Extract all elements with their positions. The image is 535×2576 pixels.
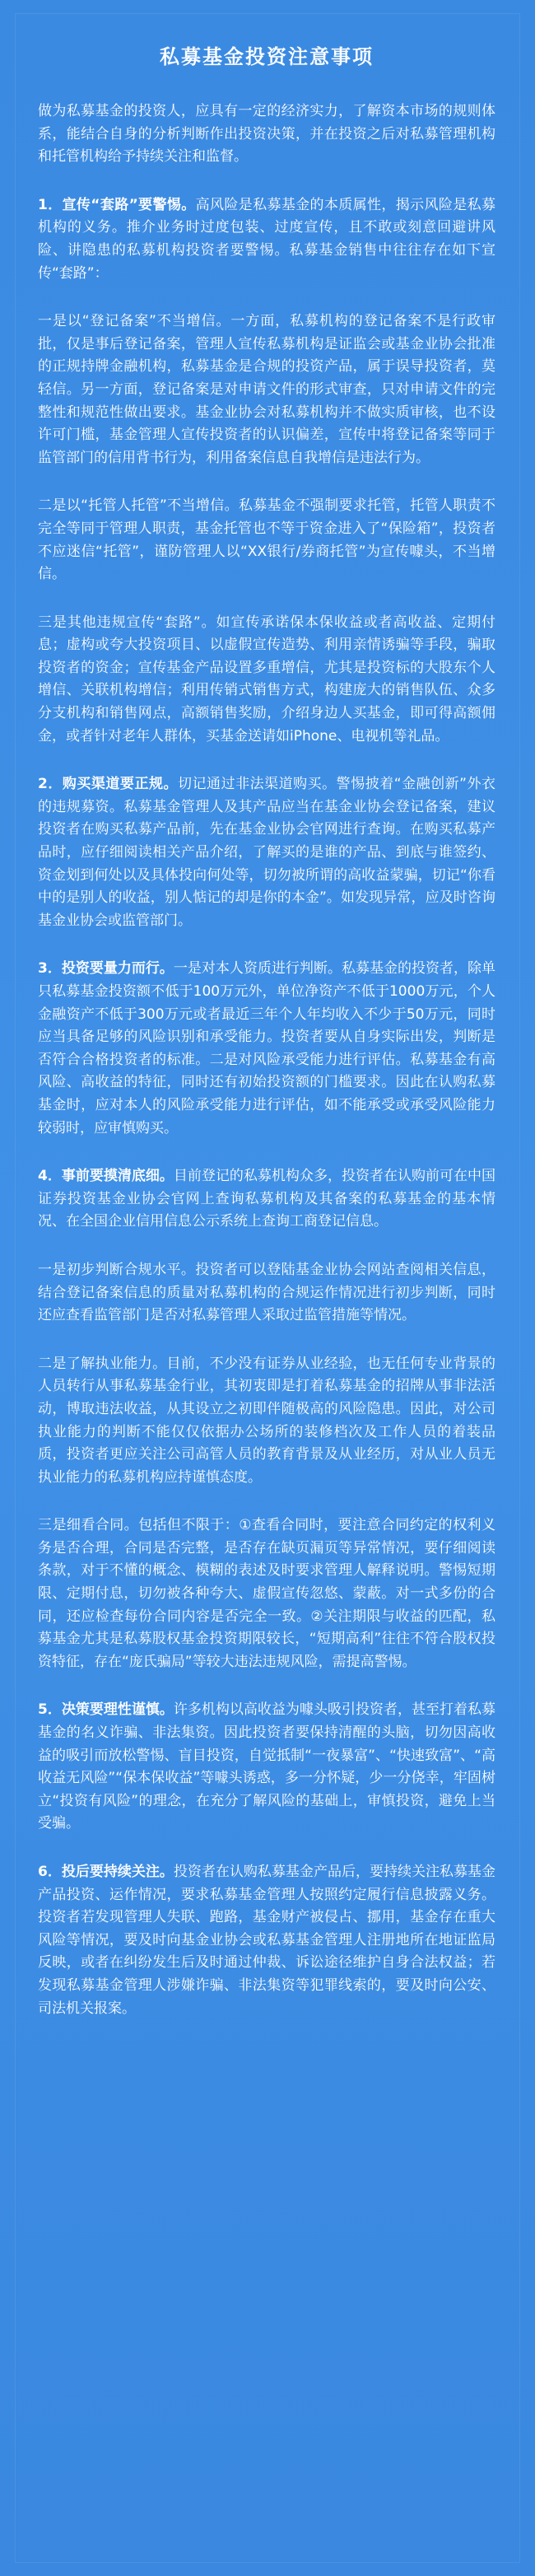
- section-4-heading: 4．事前要摸清底细。: [38, 1168, 174, 1185]
- section-1-text: 高风险是私募基金的本质属性，揭示风险是私募机构的义务。推介业务时过度包装、过度宣传，且不敢或刻意回避讲风险、讲隐患的私募机构投资者要警惕。私募基金销售中往往存在如下宣传“套路”：: [38, 196, 495, 282]
- section-1-paragraph-3: 二是以“托管人托管”不当增信。私募基金不强制要求托管，托管人职责不完全等同于管理人职责，基金托管也不等于资金进入了“保险箱”，投资者不应迷信“托管”，谨防管理人以“XX银行/券商托管”为宣传噱头，不当增信。: [38, 497, 495, 583]
- intro-paragraph: 做为私募基金的投资人，应具有一定的经济实力，了解资本市场的规则体系，能结合自身的分析判断作出投资决策，并在投资之后对私募管理机构和托管机构给予持续关注和监督。: [38, 103, 495, 166]
- section-6-heading: 6．投后要持续关注。: [38, 1864, 174, 1880]
- section-1-paragraph-1: [38, 194, 495, 285]
- section-5-heading: 5．决策要理性谨慎。: [38, 1701, 174, 1719]
- section-2-paragraph-1: [38, 773, 495, 932]
- page-title: 私募基金投资注意事项: [160, 45, 374, 68]
- section-4-text: 目前登记的私募机构众多，投资者在认购前可在中国证券投资基金业协会官网上查询私募机构及其备案的私募基金的基本情况、在全国企业信用信息公示系统上查询工商登记信息。: [38, 1168, 495, 1230]
- section-5-paragraph-1: [38, 1699, 495, 1836]
- section-3-paragraph-1: [38, 958, 495, 1140]
- section-4-paragraph-1: [38, 1165, 495, 1234]
- section-1-paragraph-2: 一是以“登记备案”不当增信。一方面，私募机构的登记备案不是行政审批，仅是事后登记备案，管理人宣传私募机构是证监会或基金业协会批准的正规持牌金融机构，私募基金是合规的投资产品，属于误导投资者，莫轻信。另一方面，登记备案是对申请文件的形式审查，只对申请文件的完整性和规范性做出要求。基金业协会对私募机构并不做实质审核，也不设许可门槛，基金管理人宣传投资者的认识偏差，宣传中将登记备案等同于监管部门的信用背书行为，利用备案信息自我增信是违法行为。: [38, 313, 495, 466]
- section-2-text: 切记通过非法渠道购买。警惕披着“金融创新”外衣的违规募资。私募基金管理人及其产品应当在基金业协会登记备案，建议投资者在购买私募产品前，先在基金业协会官网进行查询。在购买私募产品时，应仔细阅读相关产品介绍，了解买的是谁的产品、到底与谁签约、资金划到何处以及具体投向何处等，切勿被所谓的高收益蒙骗，切记“你看中的是别人的收益，别人惦记的却是你的本金”。如发现异常，应及时咨询基金业协会或监管部门。: [38, 776, 495, 929]
- section-4-paragraph-3: 二是了解执业能力。目前，不少没有证券从业经验，也无任何专业背景的人员转行从事私募基金行业，其初衷即是打着私募基金的招牌从事非法活动，博取违法收益，从其设立之初即伴随极高的风险隐患。因此，对公司执业能力的判断不能仅仅依据办公场所的装修档次及工作人员的着装品质，投资者更应关注公司高管人员的教育背景及从业经历，对从业人员无执业能力的私募机构应持谨慎态度。: [38, 1355, 495, 1486]
- section-5-text: 许多机构以高收益为噱头吸引投资者，甚至打着私募基金的名义诈骗、非法集资。因此投资者要保持清醒的头脑，切勿因高收益的吸引而放松警惕、盲目投资，自觉抵制“一夜暴富”、“快速致富”、“高收益无风险”“保本保收益”等噱头诱惑，多一分怀疑，少一分侥幸，牢固树立“投资有风险”的理念，在充分了解风险的基础上，审慎投资，避免上当受骗。: [38, 1701, 495, 1832]
- section-3-heading: 3．投资要量力而行。: [38, 960, 174, 978]
- section-6-paragraph-1: [38, 1861, 495, 2020]
- section-4-paragraph-2: 一是初步判断合规水平。投资者可以登陆基金业协会网站查阅相关信息，结合登记备案信息的质量对私募机构的合规运作情况进行初步判断，同时还应查看监管部门是否对私募管理人采取过监管措施等情况。: [38, 1261, 495, 1324]
- section-6-text: 投资者在认购私募基金产品后，要持续关注私募基金产品投资、运作情况，要求私募基金管理人按照约定履行信息披露义务。投资者若发现管理人失联、跑路，基金财产被侵占、挪用，基金存在重大风险等情况，要及时向基金业协会或私募基金管理人注册地所在地证监局反映，或者在纠纷发生后及时通过仲裁、诉讼途径维护自身合法权益；若发现私募基金管理人涉嫌诈骗、非法集资等犯罪线索的，要及时向公安、司法机关报案。: [38, 1864, 495, 2017]
- section-4-paragraph-4: 三是细看合同。包括但不限于：①查看合同时，要注意合同约定的权利义务是否合理，合同是否完整，是否存在缺页漏页等异常情况，要仔细阅读条款，对于不懂的概念、模糊的表述及时要求管理人解释说明。警惕短期限、定期付息，切勿被各种夸大、虚假宣传忽悠、蒙蔽。对一式多份的合同，还应检查每份合同内容是否完全一致。②关注期限与收益的匹配，私募基金尤其是私募股权基金投资期限较长，“短期高利”往往不符合股权投资特征，存在“庞氏骗局”等较大违法违规风险，需提高警惕。: [38, 1517, 495, 1670]
- section-1-heading: 1．宣传“套路”要警惕。: [38, 196, 196, 213]
- section-2-heading: 2．购买渠道要正规。: [38, 776, 178, 793]
- section-1-paragraph-4: 三是其他违规宣传“套路”。如宣传承诺保本保收益或者高收益、定期付息；虚构或夸大投资项目、以虚假宣传造势、利用亲情诱骗等手段，骗取投资者的资金；宣传基金产品设置多重增信，尤其是投资标的大股东个人增信、关联机构增信；利用传销式销售方式，构建庞大的销售队伍、众多分支机构和销售网点，高额销售奖励，介绍身边人买基金，即可得高额佣金，或者针对老年人群体，买基金送请如iPhone、电视机等礼品。: [38, 614, 495, 744]
- section-3-text: 一是对本人资质进行判断。私募基金的投资者，除单只私募基金投资额不低于100万元外，单位净资产不低于1000万元，个人金融资产不低于300万元或者最近三年个人年均收入不少于50万元，同时应当具备足够的风险识别和承受能力。投资者要从自身实际出发，判断是否符合合格投资者的标准。二是对风险承受能力进行评估。私募基金有高风险、高收益的特征，同时还有初始投资额的门槛要求。因此在认购私募基金时，应对本人的风险承受能力进行评估，如不能承受或承受风险能力较弱时，应审慎购买。: [38, 960, 495, 1136]
